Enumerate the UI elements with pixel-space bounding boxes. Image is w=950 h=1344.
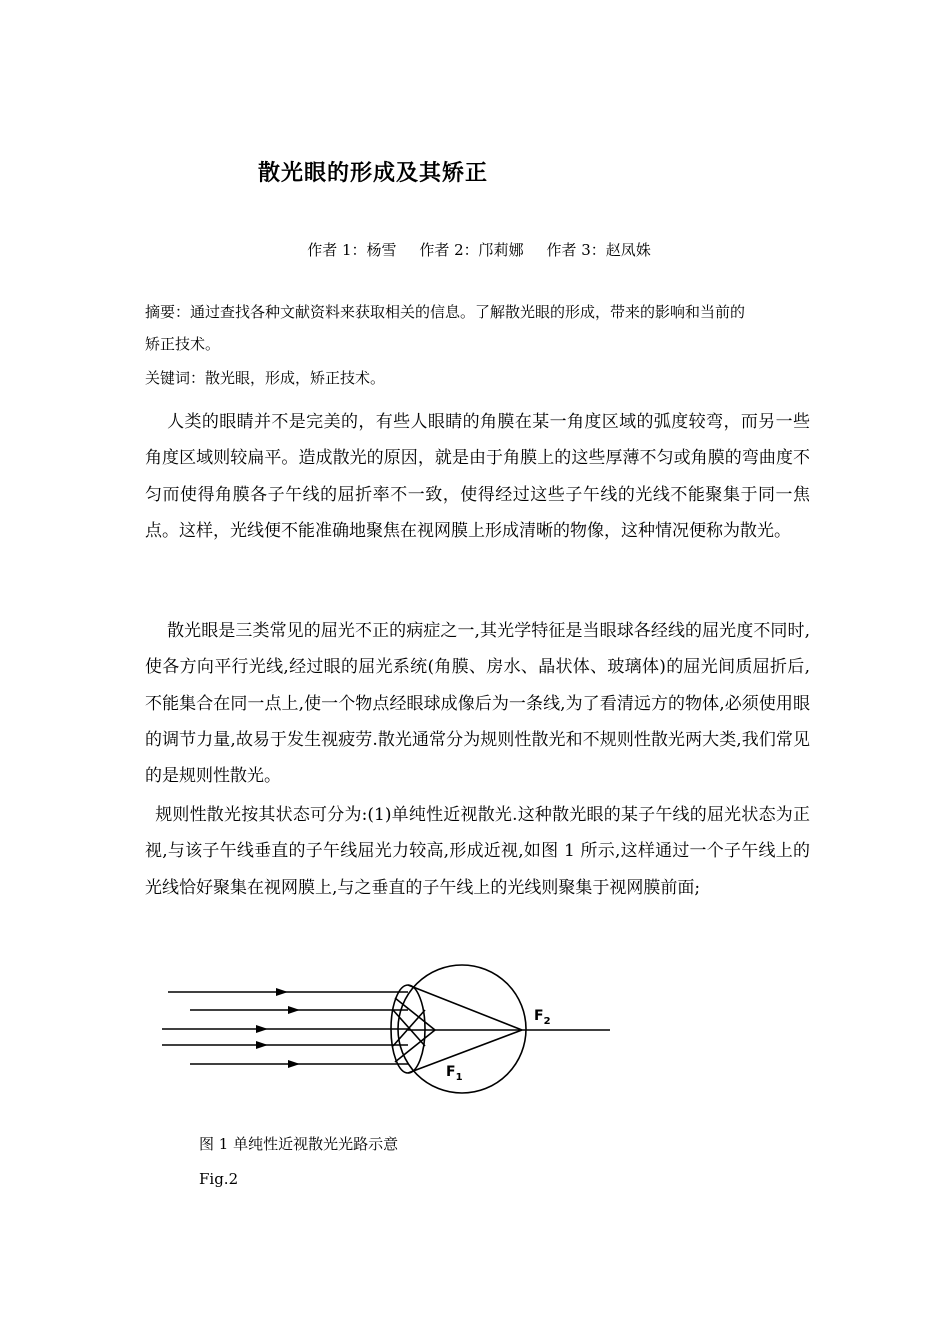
astigmatism-diagram	[150, 958, 620, 1103]
author-line	[0, 239, 950, 260]
paragraph-text: 人类的眼睛并不是完美的，有些人眼睛的角膜在某一角度区域的弧度较弯，而另一些角度区域则较扁平。造成散光的原因，就是由于角膜上的这些厚薄不匀或角膜的弯曲度不匀而使得角膜各子午线的屈折率不一致，使得经过这些子午线的光线不能聚集于同一焦点。这样，光线便不能准确地聚焦在视网膜上形成清晰的物像，这种情况便称为散光。	[145, 412, 810, 541]
arrow-3	[256, 1025, 268, 1033]
body-paragraph-2	[145, 613, 810, 794]
arrow-1	[276, 988, 288, 996]
paper-title: 散光眼的形成及其矫正	[258, 161, 489, 186]
keywords: 关键词：散光眼，形成，矫正技术。	[145, 369, 386, 387]
figure-label: Fig.2	[199, 1170, 239, 1188]
arrow-2	[288, 1006, 300, 1014]
arrow-4	[256, 1041, 268, 1049]
abstract	[145, 296, 810, 360]
author-1: 作者 1：杨雪	[307, 241, 397, 259]
paragraph-text: 散光眼是三类常见的屈光不正的病症之一,其光学特征是当眼球各经线的屈光度不同时,使各方向平行光线,经过眼的屈光系统(角膜、房水、晶状体、玻璃体)的屈光间质屈折后,不能集合在同一点上,使一个物点经眼球成像后为一条线,为了看清远方的物体,必须使用眼的调节力量,故易于发生视疲劳.散光通常分为规则性散光和不规则性散光两大类,我们常见的是规则性散光。	[145, 621, 810, 787]
figure-caption: 图 1 单纯性近视散光光路示意	[199, 1135, 399, 1153]
abstract-line-2: 矫正技术。	[145, 335, 221, 353]
label-f2: $F_2$	[534, 1008, 551, 1027]
body-paragraph-1	[145, 404, 810, 549]
abstract-line-1: 摘要：通过查找各种文献资料来获取相关的信息。了解散光眼的形成，带来的影响和当前的	[145, 303, 746, 321]
label-f1: $F_1$	[446, 1064, 463, 1083]
author-2: 作者 2：邝莉娜	[419, 241, 524, 259]
paragraph-text: 规则性散光按其状态可分为:(1)单纯性近视散光.这种散光眼的某子午线的屈光状态为正视,与该子午线垂直的子午线屈光力较高,形成近视,如图 1 所示,这样通过一个子午线上的光线恰好聚集在视网膜上,与之垂直的子午线上的光线则聚集于视网膜前面;	[145, 805, 810, 898]
ray-to-f1-top	[395, 998, 435, 1030]
body-paragraph-3	[145, 797, 810, 906]
arrow-5	[288, 1060, 300, 1068]
author-3: 作者 3：赵凤姝	[546, 241, 651, 259]
